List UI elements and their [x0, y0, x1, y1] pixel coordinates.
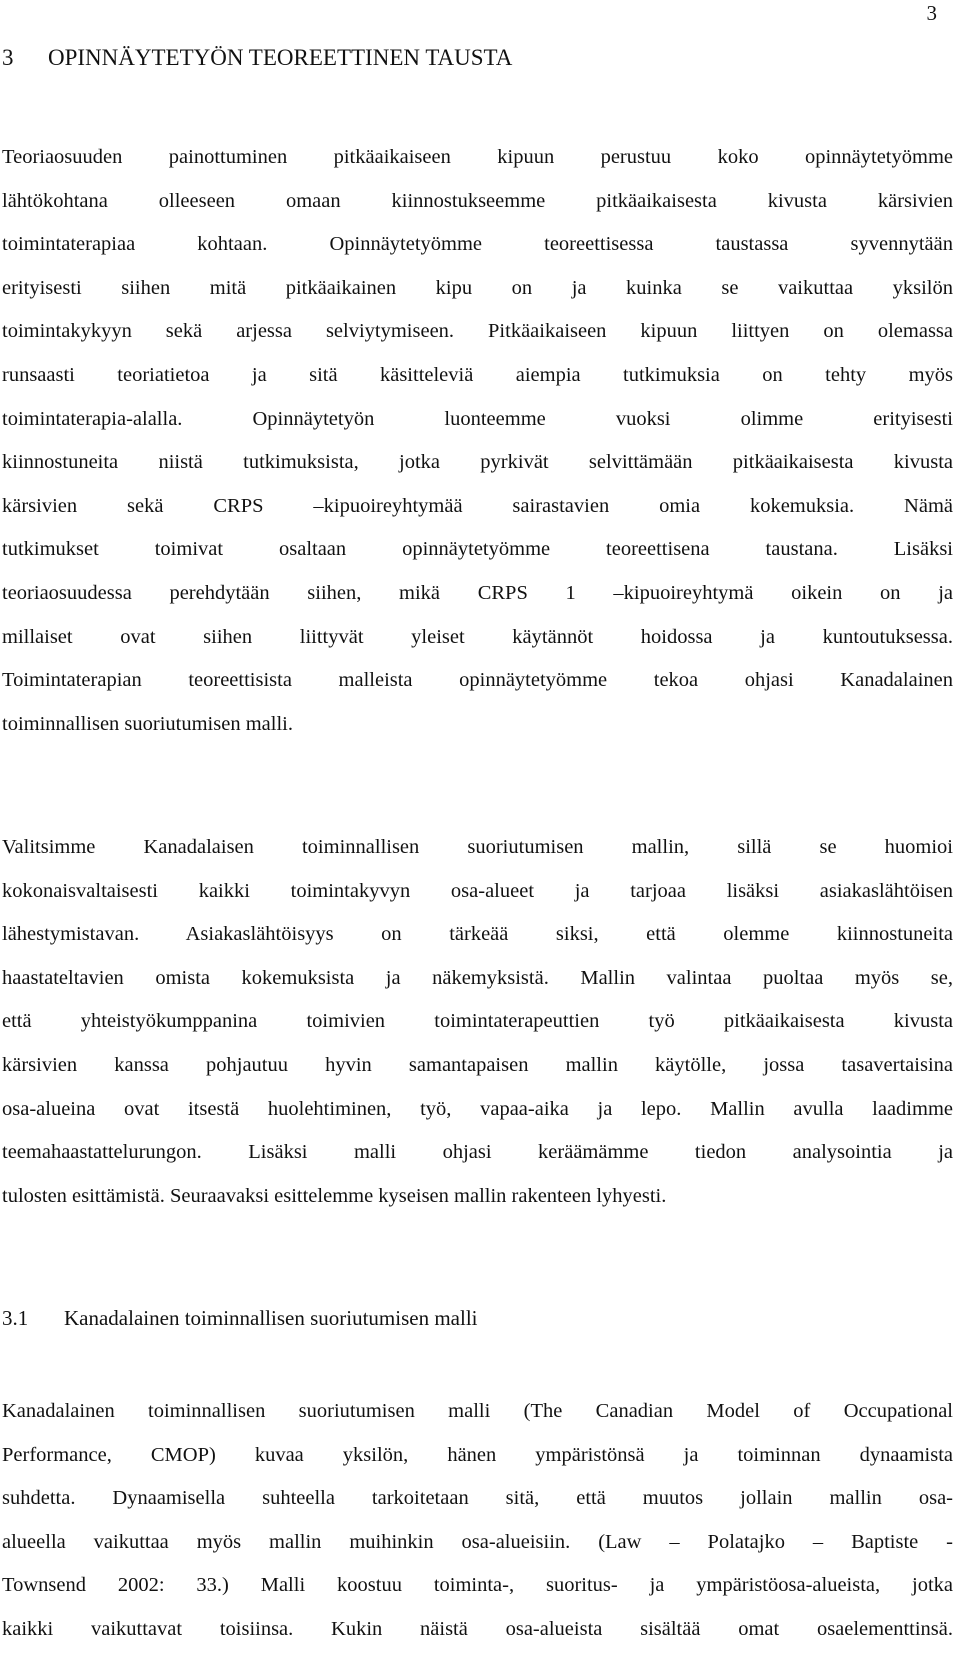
text-line: toiminnallisen suoriutumisen malli.: [2, 712, 293, 735]
text-line: haastateltavien omista kokemuksista ja näkemyksistä. Mallin valintaa puoltaa myös se,: [2, 966, 953, 989]
text-line: toimintakykyyn sekä arjessa selviytymiseen. Pitkäaikaiseen kipuun liittyen on olemassa: [2, 320, 953, 343]
section-number: 3: [2, 45, 14, 70]
text-line: kärsivien kanssa pohjautuu hyvin samantapaisen mallin käytölle, jossa tasavertaisina: [2, 1053, 953, 1076]
text-line: Teoriaosuuden painottuminen pitkäaikaiseen kipuun perustuu koko opinnäytetyömme: [2, 146, 953, 168]
text-line: kärsivien sekä CRPS –kipuoireyhtymää sairastavien omia kokemuksia. Nämä: [2, 494, 953, 517]
text-line: toimintaterapia-alalla. Opinnäytetyön luonteemme vuoksi olimme erityisesti: [2, 407, 953, 430]
text-line: teoriaosuudessa perehdytään siihen, mikä CRPS 1 –kipuoireyhtymä oikein on ja: [2, 581, 953, 604]
text-line: kokonaisvaltaisesti kaikki toimintakyvyn osa-alueet ja tarjoaa lisäksi asiakaslähtöisen: [2, 879, 953, 902]
text-line: tulosten esittämistä. Seuraavaksi esittelemme kyseisen mallin rakenteen lyhyesti.: [2, 1184, 667, 1207]
section-title: OPINNÄYTETYÖN TEOREETTINEN TAUSTA: [48, 45, 513, 70]
text-line: lähtökohtana olleeseen omaan kiinnostukseemme pitkäaikaisesta kivusta kärsivien: [2, 189, 953, 212]
paragraph-intro: [2, 136, 953, 746]
text-line: tutkimukset toimivat osaltaan opinnäytetyömme teoreettisena taustana. Lisäksi: [2, 538, 953, 561]
page-number: 3: [926, 1, 937, 25]
subsection-number: 3.1: [2, 1306, 29, 1330]
text-line: että yhteistyökumppanina toimivien toimintaterapeuttien työ pitkäaikaisesta kivusta: [2, 1010, 953, 1033]
text-line: Townsend 2002: 33.) Malli koostuu toiminta-, suoritus- ja ympäristöosa-alueista, jotka: [2, 1574, 953, 1597]
text-line: erityisesti siihen mitä pitkäaikainen kipu on ja kuinka se vaikuttaa yksilön: [2, 276, 953, 299]
text-line: runsaasti teoriatietoa ja sitä käsitteleviä aiempia tutkimuksia on tehty myös: [2, 363, 953, 386]
text-line: toimintaterapiaa kohtaan. Opinnäytetyömme teoreettisessa taustassa syvennytään: [2, 233, 953, 256]
text-line: osa-alueina ovat itsestä huolehtiminen, työ, vapaa-aika ja lepo. Mallin avulla laadimme: [2, 1097, 953, 1120]
text-line: suhdetta. Dynaamisella suhteella tarkoitetaan sitä, että muutos jollain mallin osa-: [2, 1487, 953, 1510]
text-line: alueella vaikuttaa myös mallin muihinkin osa-alueisiin. (Law – Polatajko – Baptiste -: [2, 1530, 953, 1553]
paragraph-cmop: [2, 1390, 953, 1652]
text-line: Toimintaterapian teoreettisista malleista opinnäytetyömme tekoa ohjasi Kanadalainen: [2, 669, 953, 692]
text-line: kaikki vaikuttavat toisiinsa. Kukin näistä osa-alueista sisältää omat osaelementtinsä.: [2, 1617, 953, 1640]
text-line: teemahaastattelurungon. Lisäksi malli ohjasi keräämämme tiedon analysointia ja: [2, 1141, 953, 1164]
subsection-heading: [2, 1308, 478, 1329]
text-line: Performance, CMOP) kuvaa yksilön, hänen ympäristönsä ja toiminnan dynaamista: [2, 1443, 953, 1466]
paragraph-model-choice: [2, 826, 953, 1218]
text-line: Kanadalainen toiminnallisen suoriutumisen malli (The Canadian Model of Occupational: [2, 1400, 953, 1422]
text-line: kiinnostuneita niistä tutkimuksista, jotka pyrkivät selvittämään pitkäaikaisesta kivusta: [2, 451, 953, 474]
text-line: Valitsimme Kanadalaisen toiminnallisen suoriutumisen mallin, sillä se huomioi: [2, 836, 953, 858]
subsection-title: Kanadalainen toiminnallisen suoriutumisen malli: [64, 1306, 478, 1330]
text-line: millaiset ovat siihen liittyvät yleiset käytännöt hoidossa ja kuntoutuksessa.: [2, 625, 953, 648]
text-line: lähestymistavan. Asiakaslähtöisyys on tärkeää siksi, että olemme kiinnostuneita: [2, 923, 953, 946]
section-heading: [2, 46, 512, 69]
